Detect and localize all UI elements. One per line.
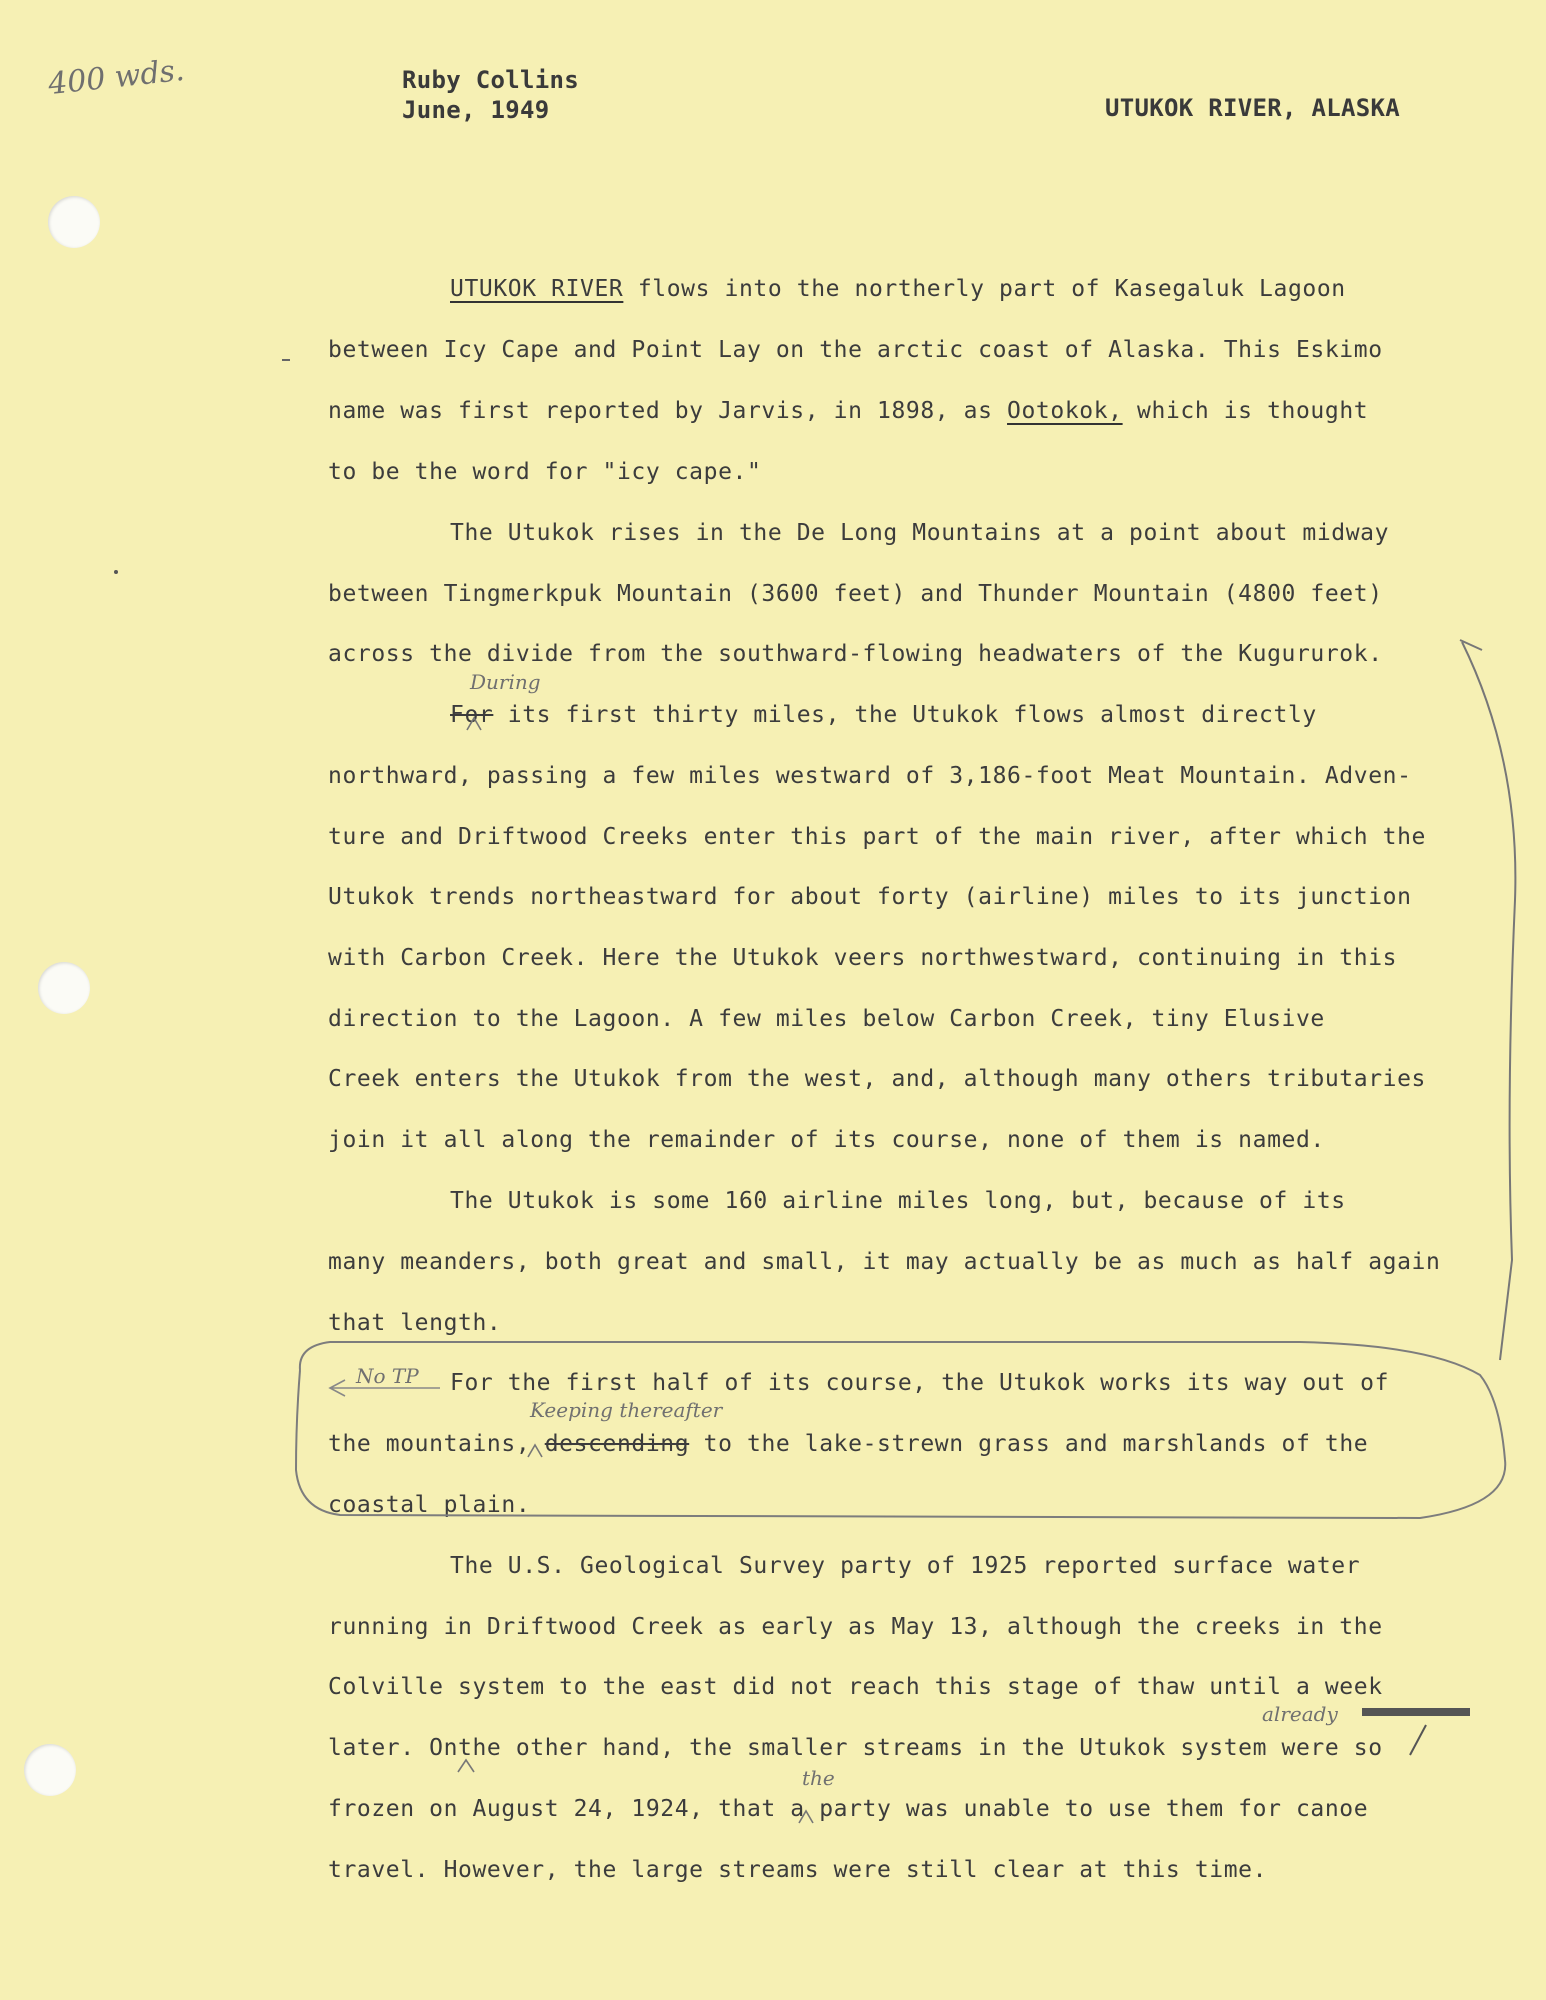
body-line: running in Driftwood Creek as early as May 13, although the creeks in the	[328, 1614, 1383, 1640]
body-line: later. Onthe other hand, the smaller streams in the Utukok system were so	[328, 1735, 1383, 1761]
body-line: join it all along the remainder of its course, none of them is named.	[328, 1127, 1325, 1153]
insertion-keeping-thereafter: Keeping thereafter	[530, 1398, 723, 1422]
insertion-no-tp: No TP	[356, 1364, 419, 1388]
body-line: ture and Driftwood Creeks enter this part of the main river, after which the	[328, 824, 1426, 850]
river-name-underlined: UTUKOK RIVER	[450, 276, 624, 302]
body-line: between Tingmerkpuk Mountain (3600 feet) and Thunder Mountain (4800 feet)	[328, 581, 1383, 607]
body-line: direction to the Lagoon. A few miles below Carbon Creek, tiny Elusive	[328, 1006, 1325, 1032]
body-line: many meanders, both great and small, it may actually be as much as half again	[328, 1249, 1441, 1275]
body-line: For its first thirty miles, the Utukok flows almost directly	[450, 702, 1317, 728]
body-line: northward, passing a few miles westward of 3,186-foot Meat Mountain. Adven-	[328, 763, 1412, 789]
body-line: UTUKOK RIVER flows into the northerly part of Kasegaluk Lagoon	[450, 276, 1346, 302]
body-line: to be the word for "icy cape."	[328, 459, 762, 485]
body-line: the mountains, descending to the lake-strewn grass and marshlands of the	[328, 1431, 1369, 1457]
document-date: June, 1949	[402, 96, 550, 124]
body-line: Utukok trends northeastward for about forty (airline) miles to its junction	[328, 884, 1412, 910]
body-line: The Utukok is some 160 airline miles long, but, because of its	[450, 1188, 1346, 1214]
body-line: across the divide from the southward-flowing headwaters of the Kugururok.	[328, 641, 1383, 667]
body-line: that length.	[328, 1310, 502, 1336]
body-line: Creek enters the Utukok from the west, and, although many others tributaries	[328, 1066, 1426, 1092]
body-line: frozen on August 24, 1924, that a party was unable to use them for canoe	[328, 1796, 1369, 1822]
body-line: name was first reported by Jarvis, in 1898, as Ootokok, which is thought	[328, 398, 1369, 424]
insertion-the: the	[802, 1766, 835, 1790]
insertion-already: already	[1262, 1702, 1338, 1726]
body-line: with Carbon Creek. Here the Utukok veers northwestward, continuing in this	[328, 945, 1398, 971]
body-line: coastal plain.	[328, 1492, 531, 1518]
body-line: The U.S. Geological Survey party of 1925 reported surface water	[450, 1553, 1361, 1579]
body-line: The Utukok rises in the De Long Mountains at a point about midway	[450, 520, 1390, 546]
body-line: Colville system to the east did not reach this stage of thaw until a week	[328, 1674, 1383, 1700]
ootokok-underlined: Ootokok,	[1007, 398, 1123, 424]
margin-note: 400 wds.	[46, 52, 187, 103]
body-line: between Icy Cape and Point Lay on the arctic coast of Alaska. This Eskimo	[328, 337, 1383, 363]
struck-word-descending: descending	[544, 1431, 690, 1457]
body-line: travel. However, the large streams were still clear at this time.	[328, 1857, 1268, 1883]
author-name: Ruby Collins	[402, 66, 579, 94]
body-line: For the first half of its course, the Utukok works its way out of	[450, 1370, 1390, 1396]
document-title: UTUKOK RIVER, ALASKA	[1105, 94, 1400, 122]
struck-word-for: For	[450, 702, 494, 728]
insertion-during: During	[470, 670, 541, 694]
